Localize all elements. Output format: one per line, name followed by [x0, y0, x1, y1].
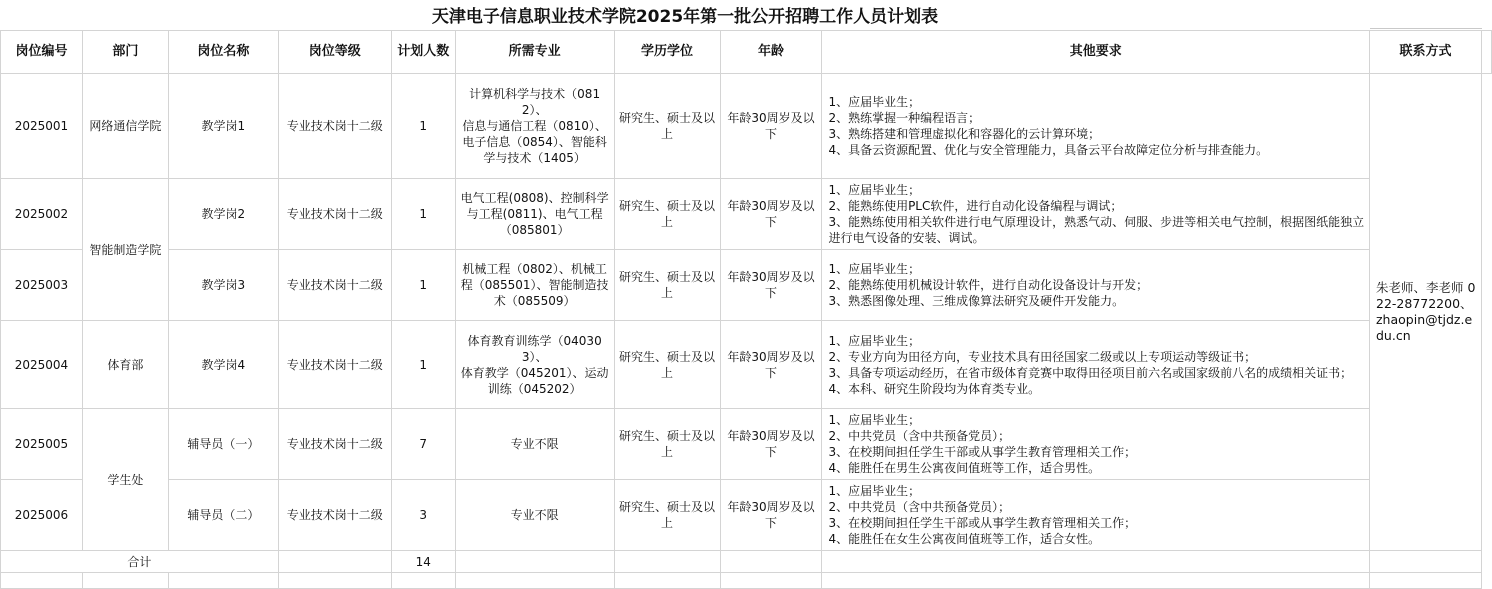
- header-age: 年龄: [720, 31, 822, 74]
- total-empty-cell: [822, 551, 1370, 573]
- post-id-cell: 2025005: [1, 409, 83, 480]
- post-level-cell: 专业技术岗十二级: [278, 409, 391, 480]
- requirements-cell: 1、应届毕业生； 2、熟练掌握一种编程语言； 3、熟练搭建和管理虚拟化和容器化的云计算环境； 4、具备云资源配置、优化与安全管理能力，具备云平台故障定位分析与排查能力。: [822, 74, 1370, 179]
- post-name-cell: 教学岗1: [168, 74, 278, 179]
- blank-cell: [82, 573, 168, 589]
- requirements-cell: 1、应届毕业生； 2、能熟练使用机械设计软件，进行自动化设备设计与开发； 3、熟悉图像处理、三维成像算法研究及硬件开发能力。: [822, 250, 1370, 321]
- total-row: [1, 551, 1492, 573]
- header-spacer: [1481, 31, 1491, 74]
- age-cell: 年龄30周岁及以下: [720, 179, 822, 250]
- header-department: 部门: [82, 31, 168, 74]
- education-cell: 研究生、硕士及以上: [614, 250, 720, 321]
- education-cell: 研究生、硕士及以上: [614, 179, 720, 250]
- major-cell: 体育教育训练学（040303）、 体育教学（045201）、运动训练（045202）: [455, 321, 614, 409]
- table-row: [1, 74, 1492, 179]
- plan-count-cell: 3: [391, 480, 455, 551]
- major-cell: 机械工程（0802）、机械工程（085501）、智能制造技术（085509）: [455, 250, 614, 321]
- total-empty-cell: [720, 551, 822, 573]
- education-cell: 研究生、硕士及以上: [614, 321, 720, 409]
- plan-count-cell: 1: [391, 250, 455, 321]
- plan-count-cell: 1: [391, 179, 455, 250]
- post-id-cell: 2025001: [1, 74, 83, 179]
- department-cell: 智能制造学院: [82, 179, 168, 321]
- post-id-cell: 2025004: [1, 321, 83, 409]
- post-name-cell: 辅导员（二）: [168, 480, 278, 551]
- header-post-id: 岗位编号: [1, 31, 83, 74]
- blank-cell: [720, 573, 822, 589]
- table-row: [1, 250, 1492, 321]
- header-post-level: 岗位等级: [278, 31, 391, 74]
- table-row: [1, 179, 1492, 250]
- department-cell: 体育部: [82, 321, 168, 409]
- age-cell: 年龄30周岁及以下: [720, 409, 822, 480]
- post-level-cell: 专业技术岗十二级: [278, 321, 391, 409]
- post-name-cell: 辅导员（一）: [168, 409, 278, 480]
- plan-count-cell: 7: [391, 409, 455, 480]
- age-cell: 年龄30周岁及以下: [720, 250, 822, 321]
- age-cell: 年龄30周岁及以下: [720, 74, 822, 179]
- contact-cell: 朱老师、李老师 022-28772200、zhaopin@tjdz.edu.cn: [1370, 74, 1482, 551]
- header-post-name: 岗位名称: [168, 31, 278, 74]
- blank-cell: [455, 573, 614, 589]
- post-level-cell: 专业技术岗十二级: [278, 250, 391, 321]
- department-cell: 网络通信学院: [82, 74, 168, 179]
- major-cell: 专业不限: [455, 480, 614, 551]
- post-name-cell: 教学岗4: [168, 321, 278, 409]
- post-level-cell: 专业技术岗十二级: [278, 179, 391, 250]
- post-id-cell: 2025003: [1, 250, 83, 321]
- total-empty-cell: [614, 551, 720, 573]
- header-education: 学历学位: [614, 31, 720, 74]
- post-name-cell: 教学岗3: [168, 250, 278, 321]
- header-major: 所需专业: [455, 31, 614, 74]
- table-row: [1, 409, 1492, 480]
- requirements-cell: 1、应届毕业生； 2、中共党员（含中共预备党员）； 3、在校期间担任学生干部或从事学生教育管理相关工作； 4、能胜任在女生公寓夜间值班等工作，适合女性。: [822, 480, 1370, 551]
- total-empty-cell: [278, 551, 391, 573]
- blank-row: [1, 573, 1492, 589]
- post-id-cell: 2025006: [1, 480, 83, 551]
- blank-cell: [1, 573, 83, 589]
- age-cell: 年龄30周岁及以下: [720, 480, 822, 551]
- blank-cell: [614, 573, 720, 589]
- header-row: [1, 31, 1492, 74]
- blank-cell: [1370, 573, 1482, 589]
- major-cell: 电气工程(0808)、控制科学与工程(0811)、电气工程（085801）: [455, 179, 614, 250]
- education-cell: 研究生、硕士及以上: [614, 74, 720, 179]
- post-id-cell: 2025002: [1, 179, 83, 250]
- header-contact: 联系方式: [1370, 31, 1482, 74]
- table-row: [1, 321, 1492, 409]
- total-empty-cell: [455, 551, 614, 573]
- total-label: 合计: [1, 551, 279, 573]
- major-cell: 计算机科学与技术（0812）、 信息与通信工程（0810）、电子信息（0854）、智能科学与技术（1405）: [455, 74, 614, 179]
- total-empty-cell: [1370, 551, 1482, 573]
- page-title: 天津电子信息职业技术学院2025年第一批公开招聘工作人员计划表: [431, 7, 939, 27]
- requirements-cell: 1、应届毕业生； 2、中共党员（含中共预备党员）； 3、在校期间担任学生干部或从事学生教育管理相关工作； 4、能胜任在男生公寓夜间值班等工作，适合男性。: [822, 409, 1370, 480]
- right-margin: [1481, 74, 1491, 589]
- header-other-requirements: 其他要求: [822, 31, 1370, 74]
- header-plan-count: 计划人数: [391, 31, 455, 74]
- plan-count-cell: 1: [391, 74, 455, 179]
- requirements-cell: 1、应届毕业生； 2、能熟练使用PLC软件，进行自动化设备编程与调试； 3、能熟练使用相关软件进行电气原理设计，熟悉气动、伺服、步进等相关电气控制，根据图纸能独立进行电气设备的安装、调试。: [822, 179, 1370, 250]
- table-row: [1, 480, 1492, 551]
- post-name-cell: 教学岗2: [168, 179, 278, 250]
- major-cell: 专业不限: [455, 409, 614, 480]
- age-cell: 年龄30周岁及以下: [720, 321, 822, 409]
- total-count: 14: [391, 551, 455, 573]
- requirements-cell: 1、应届毕业生； 2、专业方向为田径方向，专业技术具有田径国家二级或以上专项运动等级证书； 3、具备专项运动经历，在省市级体育竞赛中取得田径项目前六名或国家级前八名的成绩相关证书； 4、本科、研究生阶段均为体育类专业。: [822, 321, 1370, 409]
- post-level-cell: 专业技术岗十二级: [278, 74, 391, 179]
- blank-cell: [278, 573, 391, 589]
- department-cell: 学生处: [82, 409, 168, 551]
- blank-cell: [168, 573, 278, 589]
- post-level-cell: 专业技术岗十二级: [278, 480, 391, 551]
- title-divider: [1370, 28, 1482, 29]
- recruitment-table: [0, 30, 1492, 589]
- blank-cell: [822, 573, 1370, 589]
- education-cell: 研究生、硕士及以上: [614, 480, 720, 551]
- plan-count-cell: 1: [391, 321, 455, 409]
- education-cell: 研究生、硕士及以上: [614, 409, 720, 480]
- blank-cell: [391, 573, 455, 589]
